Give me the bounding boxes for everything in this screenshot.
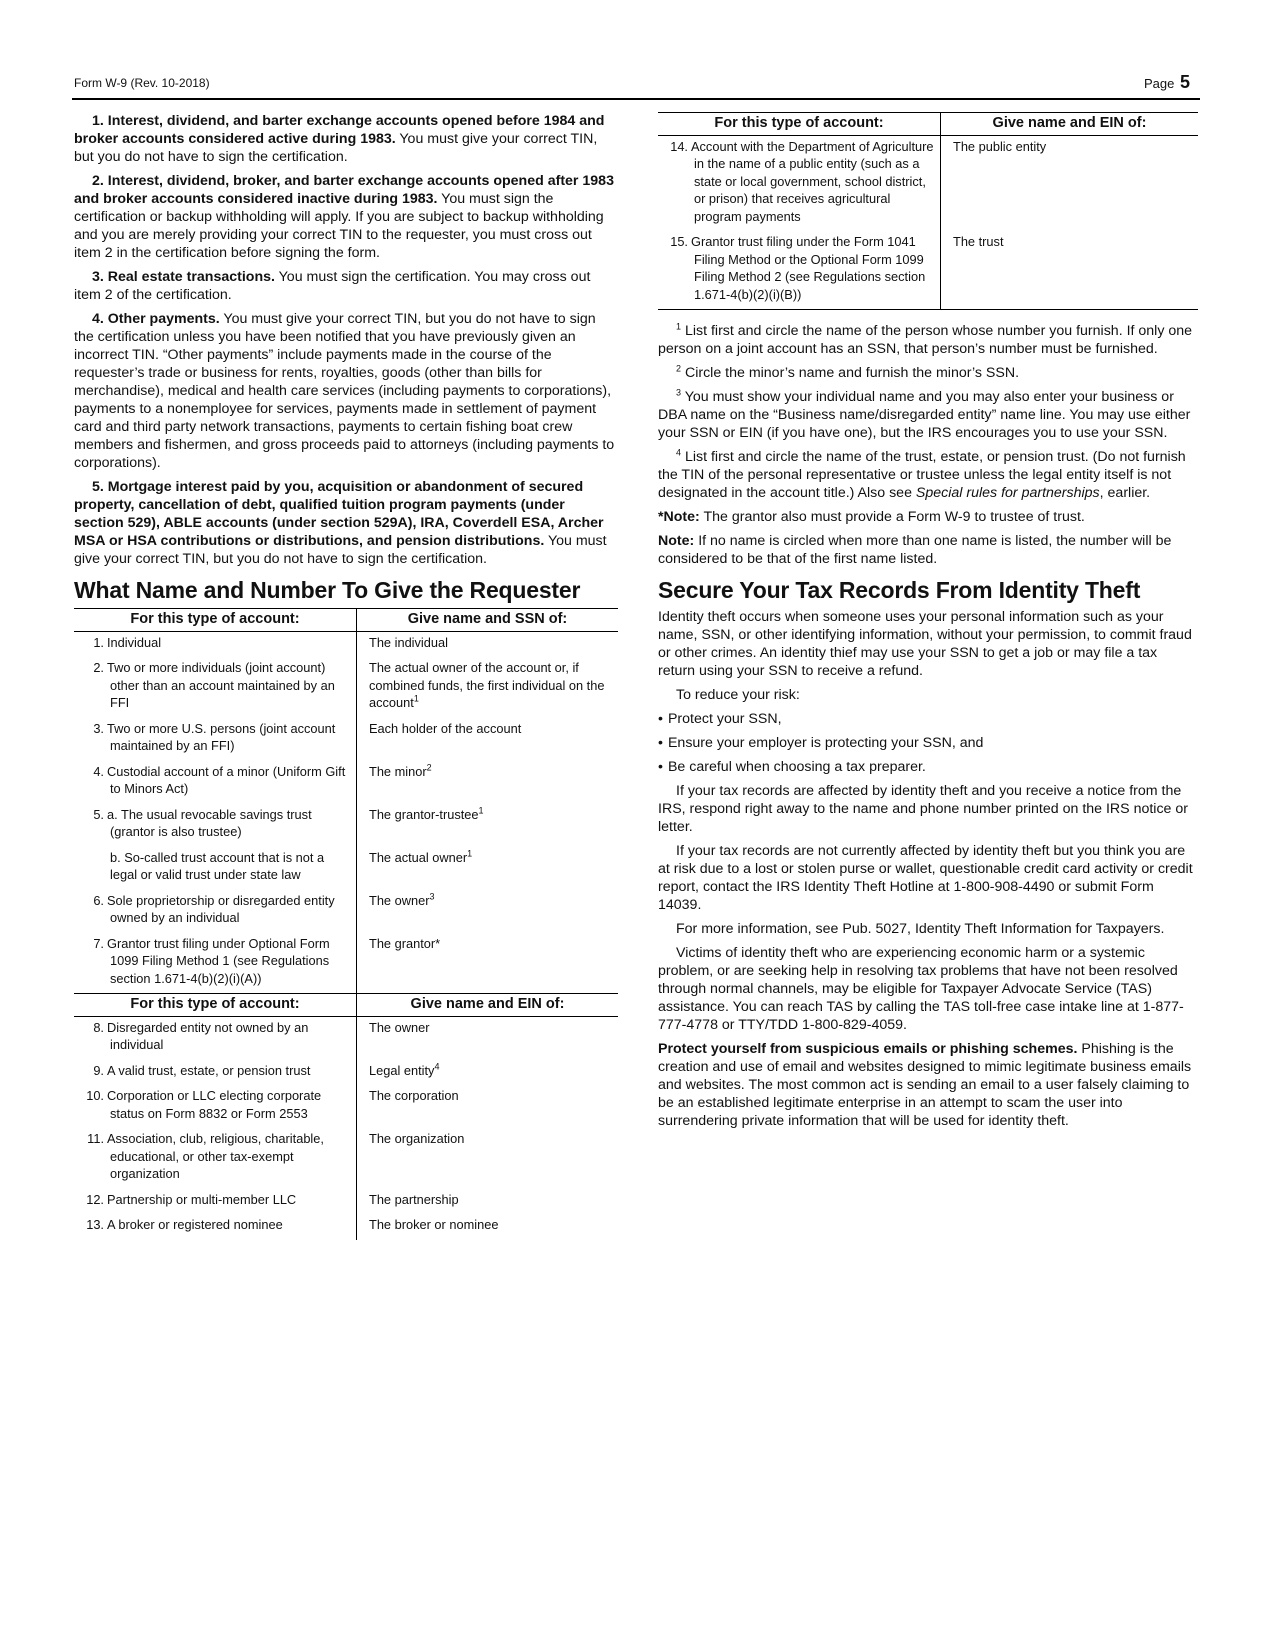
table-row [74, 631, 618, 657]
account-type-cell [74, 1189, 357, 1215]
give-name-cell [941, 231, 1199, 310]
table-row [74, 1189, 618, 1215]
note-grantor: *Note: The grantor also must provide a Form W-9 to trustee of trust. [658, 509, 1085, 525]
paragraph: If your tax records are affected by identity theft and you receive a notice from the IRS, respond right away to the name and phone number printed on the IRS notice or letter. [658, 783, 1188, 835]
give-name-cell [357, 761, 619, 804]
account-type-text: Sole proprietorship or disregarded entity owned by an individual [107, 892, 335, 925]
instructions-list [74, 112, 618, 568]
account-type-text: Individual [107, 634, 162, 650]
account-type-cell [74, 933, 357, 994]
give-name-text: The organization [369, 1131, 465, 1146]
account-type-cell [74, 657, 357, 718]
footnote [658, 388, 1198, 442]
give-name-text: The minor [369, 763, 427, 779]
account-type-cell [74, 1016, 357, 1060]
give-name-text: The broker or nominee [369, 1217, 499, 1232]
account-type-text: Account with the Department of Agriculture in the name of a public entity (such as a state or local government, school district, or prison) that receives agricultural program payments [691, 138, 934, 224]
identity-theft-intro: Identity theft occurs when someone uses your personal information such as your name, SSN, or other identifying information, without your permission, to commit fraud or other crimes. An identity thief may use your SSN to get a job or may file a tax return using your SSN to receive a refund. [658, 609, 1192, 679]
account-type-cell [74, 847, 357, 890]
header-rule [72, 98, 1200, 100]
ein-col2-header: Give name and EIN of: [357, 994, 619, 1017]
account-type-cell [74, 1128, 357, 1189]
account-type [666, 233, 936, 303]
give-name-text: The public entity [953, 138, 1047, 154]
account-type [82, 1130, 352, 1183]
give-name-cell [357, 847, 619, 890]
row-number: 12. [86, 1191, 104, 1207]
account-type-text: Two or more individuals (joint account) other than an account maintained by an FFI [107, 660, 335, 710]
footnote-mark: 3 [676, 387, 682, 398]
account-type [666, 138, 936, 226]
section-title-identity-theft: Secure Your Tax Records From Identity Theft [658, 577, 1141, 603]
ein-table-continued [658, 112, 1198, 310]
account-type-text: b. So-called trust account that is not a legal or valid trust under state law [110, 849, 325, 882]
row-number: 7. [93, 935, 104, 951]
row-number: 2. [93, 660, 104, 675]
table-row [74, 1085, 618, 1128]
account-type [82, 806, 352, 841]
footnote-ref: 1 [478, 805, 484, 816]
instruction-item [74, 268, 618, 304]
account-type-text: Grantor trust filing under the Form 1041 Filing Method or the Optional Form 1099 Filing Method 2 (see Regulations section 1.671-4(b)(2)(i)(B)) [691, 234, 926, 302]
footnote-text: List first and circle the name of the person whose number you furnish. If only one person on a joint account has an SSN, that person’s number must be furnished. [658, 323, 1193, 357]
row-number: 10. [86, 1088, 104, 1103]
bullet-item: • Ensure your employer is protecting your SSN, and [658, 734, 1198, 752]
instruction-text: You must give your correct TIN, but you do not have to sign the certification unless you have been notified that you have previously given an incorrect TIN. “Other payments” include payments made in the course of the requester’s trade or business for rents, royalties, goods (other than bills for merchandise), medical and health care services (including payments to corporations), payments to a nonemployee for services, payments made in settlement of payment card and third party network transactions, payments to certain fishing boat crew members and fishermen, and gross proceeds paid to attorneys (including payments to corporations). [74, 311, 615, 471]
row-number: 11. [87, 1131, 104, 1146]
row-number: 9. [93, 1062, 104, 1078]
row-number: 3. [93, 720, 104, 736]
give-name-text: The individual [369, 634, 448, 650]
account-type [82, 1087, 352, 1122]
table-row [658, 135, 1198, 231]
instruction-item [74, 112, 618, 166]
instruction-heading: 5. Mortgage interest paid by you, acquisition or abandonment of secured property, cancellation of debt, qualified tuition program payments (under section 529), ABLE accounts (under section 529A), IRA, Coverdell ESA, Archer MSA or HSA contributions or distributions, and pension distributions. [74, 479, 604, 549]
account-type [82, 659, 352, 712]
give-name-cell [357, 631, 619, 657]
give-name-cell [357, 1189, 619, 1215]
account-type-cell [74, 890, 357, 933]
footnote [658, 448, 1198, 502]
account-type-cell [74, 761, 357, 804]
footnote-mark: 2 [676, 363, 682, 374]
account-type-text: a. The usual revocable savings trust (grantor is also trustee) [107, 806, 312, 839]
give-name-text: The actual owner of the account or, if combined funds, the first individual on the account [369, 660, 605, 710]
footnote-after: , earlier. [1099, 485, 1151, 501]
table-row [74, 657, 618, 718]
instruction-item [74, 172, 618, 262]
footnote-ref: 1 [413, 693, 419, 704]
account-type-text: Association, club, religious, charitable, educational, or other tax-exempt organization [107, 1131, 324, 1181]
give-name-text: The actual owner [369, 849, 468, 865]
give-name-cell [357, 1214, 619, 1240]
give-name-text: The owner [369, 1019, 430, 1035]
risk-bullets [658, 710, 1198, 776]
instruction-heading: 1. Interest, dividend, and barter exchange accounts opened before 1984 and broker accounts considered active during 1983. [74, 113, 605, 147]
table-row [74, 890, 618, 933]
account-type [82, 849, 352, 884]
instruction-item [74, 310, 618, 472]
give-name-cell [357, 933, 619, 994]
account-type-text: Partnership or multi-member LLC [107, 1191, 297, 1207]
instruction-heading: 2. Interest, dividend, broker, and barter exchange accounts opened after 1983 and broker accounts considered inactive during 1983. [74, 173, 614, 207]
phishing-paragraph: Protect yourself from suspicious emails or phishing schemes. Phishing is the creation and use of email and websites designed to mimic legitimate business emails and websites. The most common act is sending an email to a user falsely claiming to be an established legitimate enterprise in an attempt to scam the user into surrendering private information that will be used for identity theft. [658, 1041, 1192, 1129]
row-number: 5. [93, 806, 104, 822]
give-name-cell [357, 1085, 619, 1128]
account-type [82, 763, 352, 798]
footnote-italic: Special rules for partnerships [915, 485, 1100, 501]
account-type [82, 634, 352, 652]
account-type [82, 892, 352, 927]
account-type-text: Grantor trust filing under Optional Form 1099 Filing Method 1 (see Regulations section 1.671-4(b)(2)(i)(A)) [107, 935, 330, 986]
paragraph: If your tax records are not currently affected by identity theft but you think you are at risk due to a lost or stolen purse or wallet, questionable credit card activity or credit report, contact the IRS Identity Theft Hotline at 1-800-908-4490 or submit Form 14039. [658, 843, 1193, 913]
give-name-text: Each holder of the account [369, 720, 522, 736]
ein-table [74, 993, 618, 1240]
account-type-cell [74, 1060, 357, 1086]
give-name-cell [357, 1128, 619, 1189]
account-type [82, 1019, 352, 1054]
give-name-text: Legal entity [369, 1062, 435, 1078]
page-number: Page 5 [1143, 72, 1190, 92]
account-type [82, 935, 352, 988]
note-circled: Note: If no name is circled when more than one name is listed, the number will be considered to be that of the first name listed. [658, 533, 1172, 567]
bullet-item: • Be careful when choosing a tax preparer. [658, 758, 1198, 776]
give-name-text: The grantor-trustee [369, 806, 479, 822]
give-name-cell [357, 1060, 619, 1086]
ssn-table [74, 608, 618, 993]
table-row [658, 231, 1198, 310]
row-number: 15. [670, 234, 688, 249]
section-title-what-name: What Name and Number To Give the Requester [74, 577, 581, 603]
account-type-cell [658, 231, 941, 310]
account-type-cell [74, 631, 357, 657]
ssn-col1-header: For this type of account: [74, 609, 357, 632]
give-name-cell [357, 804, 619, 847]
account-type-text: A valid trust, estate, or pension trust [107, 1062, 311, 1078]
account-type [82, 1191, 352, 1209]
account-type-text: Disregarded entity not owned by an individual [107, 1019, 309, 1052]
instruction-text: You must sign the certification or backup withholding will apply. If you are subject to backup withholding and you are merely providing your correct TIN to the requester, you must cross out item 2 in the certification before signing the form. [74, 191, 604, 261]
table-row [74, 933, 618, 994]
table-row [74, 1128, 618, 1189]
footnote-ref: 2 [426, 762, 432, 773]
account-type-text: A broker or registered nominee [107, 1217, 283, 1232]
footnote [658, 322, 1198, 358]
table-row [74, 718, 618, 761]
form-id: Form W-9 (Rev. 10-2018) [74, 76, 210, 90]
footnote-text: You must show your individual name and you may also enter your business or DBA name on the “Business name/disregarded entity” name line. You may use either your SSN or EIN (if you have one), but the IRS encourages you to use your SSN. [658, 389, 1191, 441]
footnote-ref: 1 [467, 848, 473, 859]
give-name-text: The grantor* [369, 935, 441, 951]
instruction-heading: 4. Other payments. [92, 311, 220, 327]
footnote-text: List first and circle the name of the trust, estate, or pension trust. (Do not furnish the TIN of the personal representative or trustee unless the legal entity itself is not designated in the account title.) Also see [658, 449, 1186, 501]
instruction-heading: 3. Real estate transactions. [92, 269, 275, 285]
account-type-cell [74, 718, 357, 761]
table-row [74, 1214, 618, 1240]
give-name-text: The trust [953, 234, 1004, 249]
account-type [82, 1216, 352, 1234]
identity-theft-paragraphs [658, 782, 1198, 1034]
account-type-text: Custodial account of a minor (Uniform Gift to Minors Act) [107, 763, 346, 796]
row-number: 6. [93, 892, 104, 908]
ein2-col2-header: Give name and EIN of: [941, 113, 1199, 136]
footnotes [658, 322, 1198, 502]
row-number: 13. [86, 1217, 104, 1232]
footnote-mark: 4 [676, 447, 682, 458]
account-type-cell [74, 1085, 357, 1128]
paragraph: For more information, see Pub. 5027, Identity Theft Information for Taxpayers. [676, 921, 1165, 937]
account-type-cell [658, 135, 941, 231]
give-name-cell [941, 135, 1199, 231]
account-type-cell [74, 804, 357, 847]
give-name-text: The partnership [369, 1191, 459, 1207]
account-type-cell [74, 1214, 357, 1240]
footnote [658, 364, 1198, 382]
account-type-text: Corporation or LLC electing corporate status on Form 8832 or Form 2553 [107, 1088, 322, 1121]
give-name-cell [357, 657, 619, 718]
instruction-item [74, 478, 618, 568]
account-type [82, 720, 352, 755]
row-number: 14. [670, 138, 688, 154]
instruction-text: You must sign the certification. You may cross out item 2 of the certification. [74, 269, 591, 303]
row-number: 4. [93, 763, 104, 779]
footnote-ref: 4 [434, 1061, 440, 1072]
footnote-text: Circle the minor’s name and furnish the minor’s SSN. [681, 365, 1020, 381]
table-row [74, 804, 618, 847]
paragraph: Victims of identity theft who are experiencing economic harm or a systemic problem, or are seeking help in resolving tax problems that have not been resolved through normal channels, may be eligible for Taxpayer Advocate Service (TAS) assistance. You can reach TAS by calling the TAS toll-free case intake line at 1-877-777-4778 or TTY/TDD 1-800-829-4059. [658, 945, 1184, 1033]
instruction-text: You must give your correct TIN, but you do not have to sign the certification. [74, 533, 607, 567]
table-row [74, 1016, 618, 1060]
footnote-ref: 3 [429, 891, 435, 902]
give-name-cell [357, 1016, 619, 1060]
account-type [82, 1062, 352, 1080]
footnote-mark: 1 [676, 321, 682, 332]
bullet-item: • Protect your SSN, [658, 710, 1198, 728]
row-number: 1. [93, 634, 104, 650]
table-row [74, 1060, 618, 1086]
table-row [74, 847, 618, 890]
ein-col1-header: For this type of account: [74, 994, 357, 1017]
reduce-risk: To reduce your risk: [676, 687, 800, 703]
left-column [74, 112, 618, 1240]
give-name-cell [357, 718, 619, 761]
account-type-text: Two or more U.S. persons (joint account maintained by an FFI) [107, 720, 336, 753]
table-row [74, 761, 618, 804]
instruction-text: You must give your correct TIN, but you do not have to sign the certification. [74, 131, 598, 165]
row-number: 8. [93, 1019, 104, 1035]
ssn-col2-header: Give name and SSN of: [357, 609, 619, 632]
give-name-cell [357, 890, 619, 933]
right-column [658, 112, 1198, 1136]
ein2-col1-header: For this type of account: [658, 113, 941, 136]
give-name-text: The corporation [369, 1088, 459, 1103]
give-name-text: The owner [369, 892, 430, 908]
